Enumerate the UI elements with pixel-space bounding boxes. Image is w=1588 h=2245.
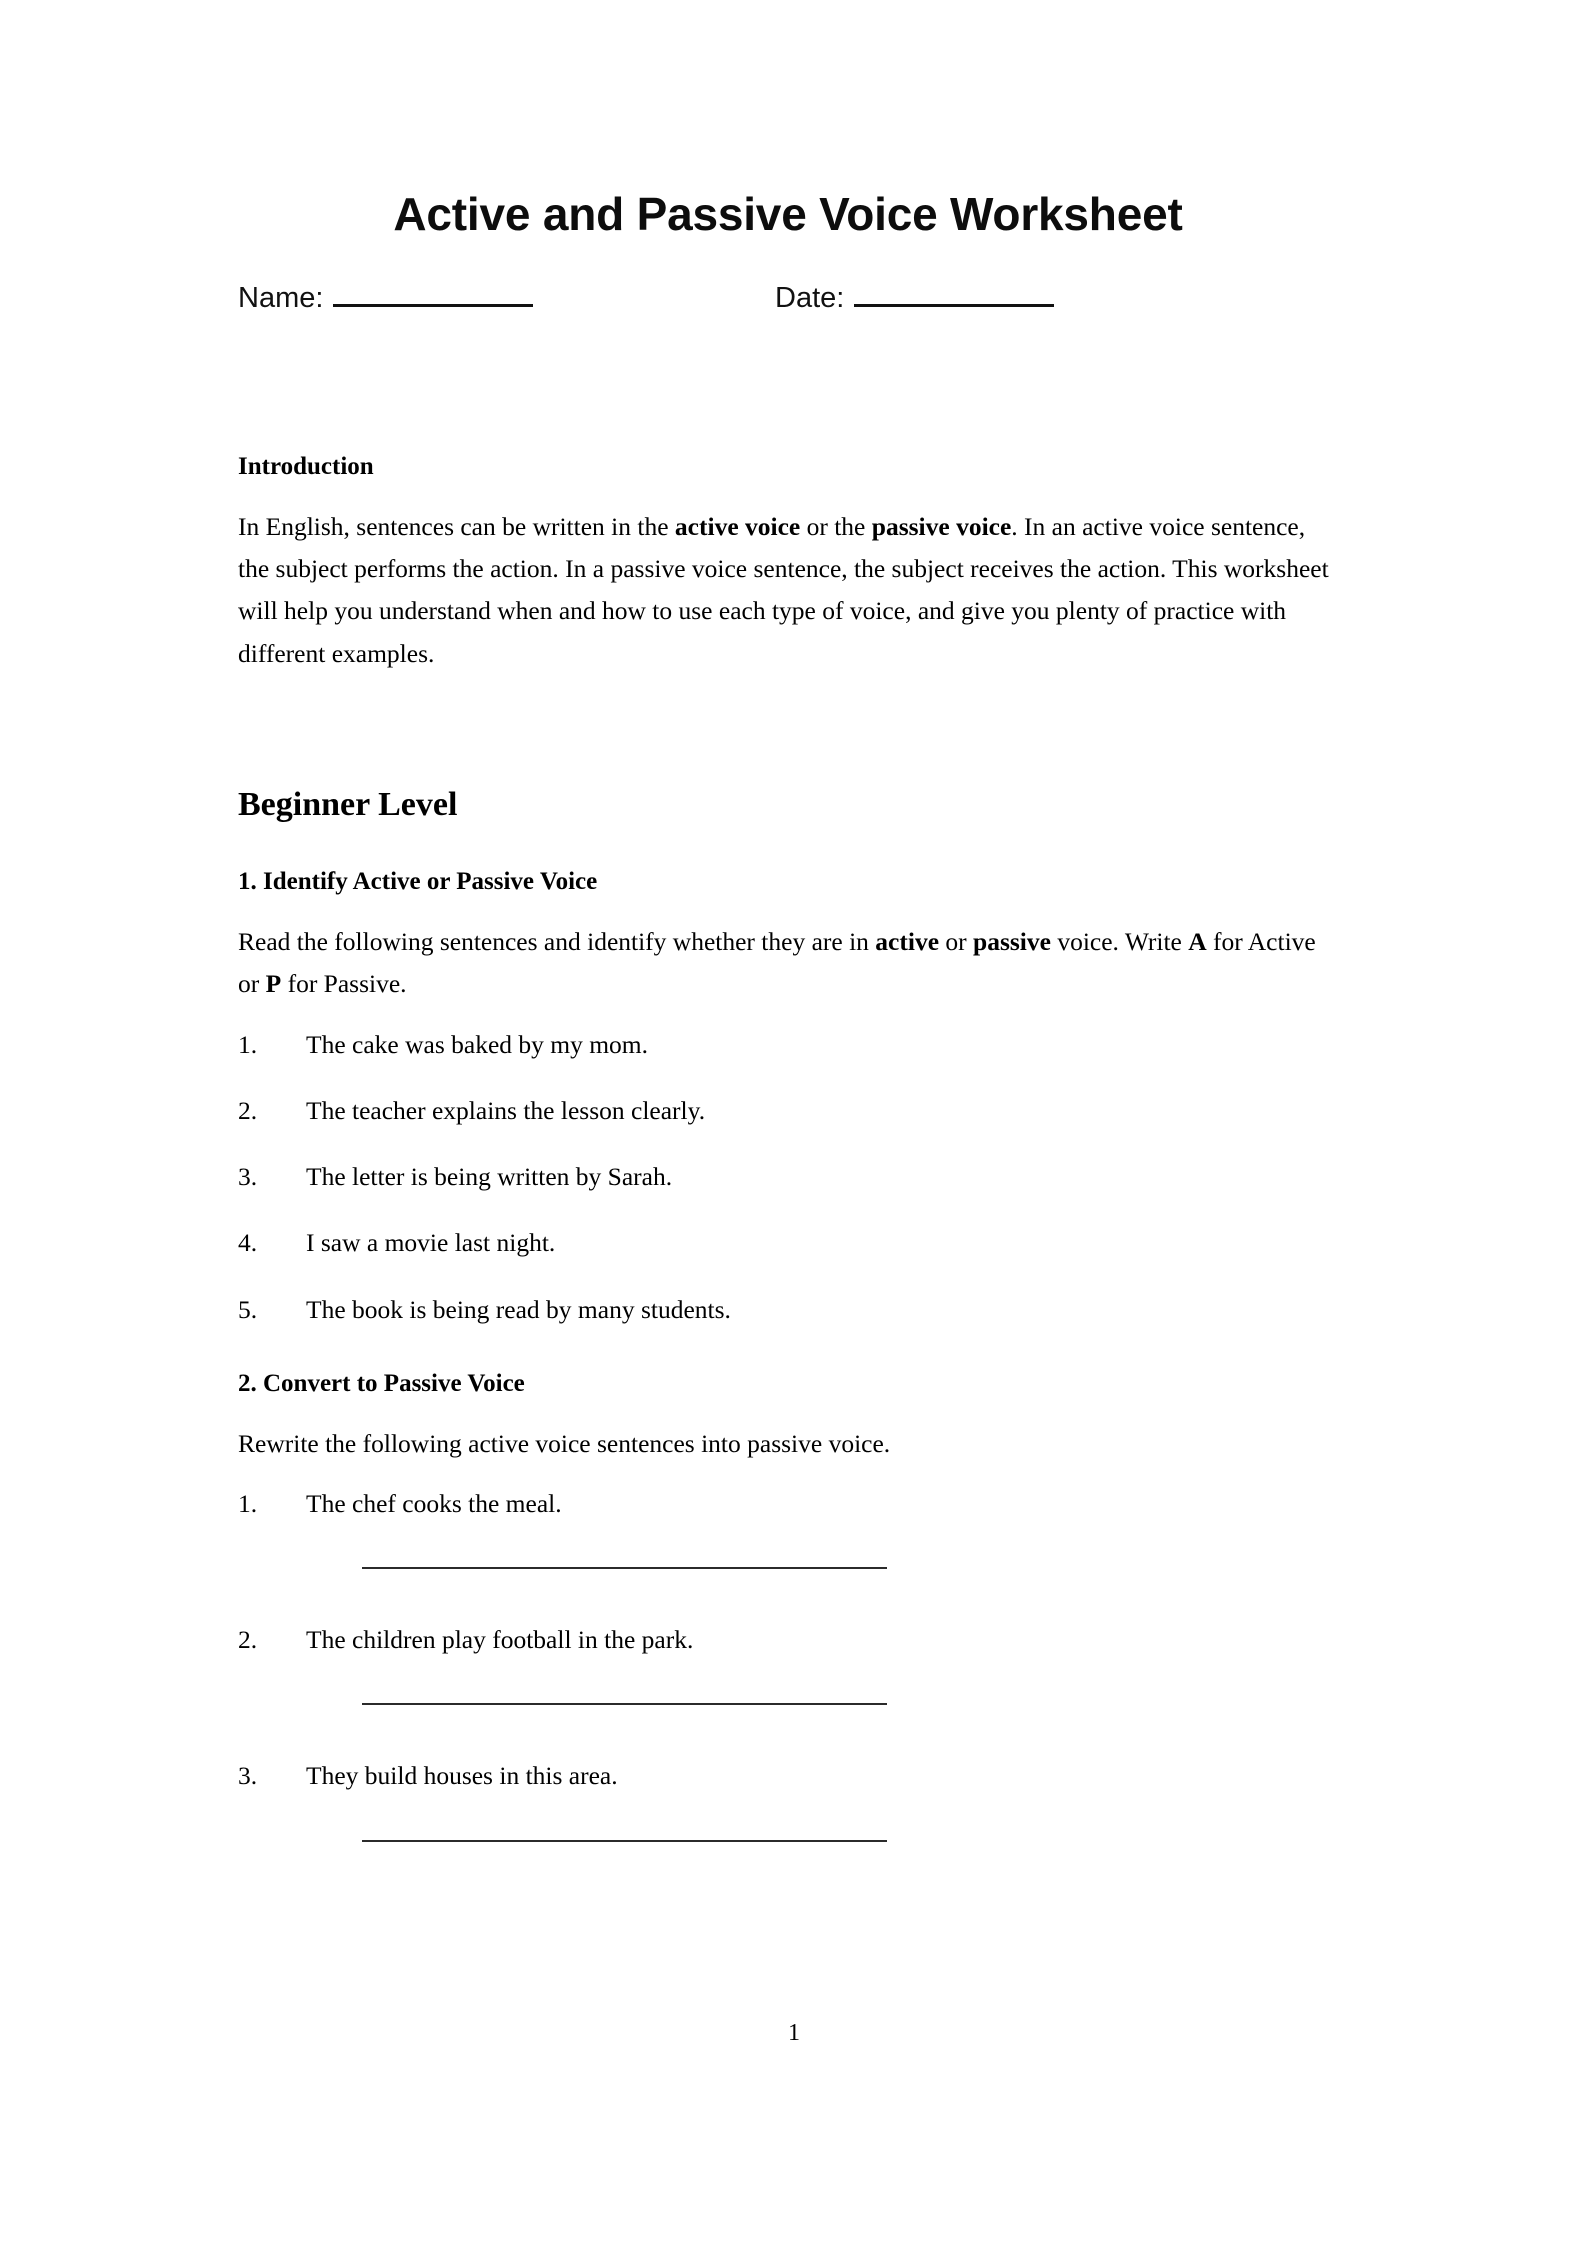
list-item — [238, 1092, 1338, 1130]
page-title: Active and Passive Voice Worksheet — [393, 188, 1183, 240]
name-label: Name: — [238, 281, 324, 314]
list-item-number: 1. — [238, 1488, 258, 1518]
list-item — [238, 1485, 1338, 1569]
ex1-instr-3: voice. Write — [1050, 926, 1189, 956]
list-item — [238, 1291, 1338, 1329]
ex1-instr-4: for Active or — [238, 926, 1316, 999]
answer-blank-line[interactable] — [362, 1565, 887, 1569]
list-item-text: The book is being read by many students. — [306, 1294, 731, 1324]
ex1-bold-p: P — [265, 969, 282, 999]
exercise-2-instruction: Rewrite the following active voice sentences into passive voice. — [238, 1428, 891, 1458]
list-item-text: The letter is being written by Sarah. — [306, 1162, 673, 1192]
list-item-text: The chef cooks the meal. — [306, 1488, 562, 1518]
list-item-number: 3. — [238, 1162, 258, 1192]
date-input-blank[interactable] — [854, 281, 1054, 307]
intro-text-2: or the — [800, 511, 872, 541]
list-item-number: 3. — [238, 1761, 258, 1791]
ex1-instr-1: Read the following sentences and identify whether they are in — [238, 926, 876, 956]
answer-blank-line[interactable] — [362, 1838, 887, 1842]
exercise-2-heading: 2. Convert to Passive Voice — [238, 1369, 525, 1397]
beginner-level-heading: Beginner Level — [238, 785, 458, 823]
name-input-blank[interactable] — [333, 281, 533, 307]
student-info-row — [238, 281, 1338, 335]
ex1-instr-5: for Passive. — [281, 969, 407, 999]
list-item — [238, 1757, 1338, 1841]
date-label: Date: — [775, 281, 845, 314]
list-item — [238, 1621, 1338, 1705]
list-item-number: 1. — [238, 1029, 258, 1059]
name-field-group — [238, 281, 533, 315]
list-item — [238, 1158, 1338, 1196]
list-item-text: I saw a movie last night. — [306, 1228, 556, 1258]
intro-bold-active-voice: active voice — [674, 511, 801, 541]
content-column — [238, 0, 1338, 1842]
exercise-1-heading: 1. Identify Active or Passive Voice — [238, 868, 598, 896]
ex1-bold-active: active — [875, 926, 940, 956]
exercise-1-question-list — [238, 1026, 1338, 1329]
intro-bold-passive-voice: passive voice — [871, 511, 1012, 541]
list-item-number: 2. — [238, 1625, 258, 1655]
intro-text-1: In English, sentences can be written in the — [238, 511, 675, 541]
introduction-heading: Introduction — [238, 452, 374, 480]
list-item-text: The teacher explains the lesson clearly. — [306, 1095, 706, 1125]
list-item-number: 2. — [238, 1095, 258, 1125]
exercise-1-instruction — [238, 921, 1338, 1006]
list-item-text: The children play football in the park. — [306, 1625, 694, 1655]
date-field-group — [775, 281, 1054, 315]
intro-text-3: . In an active voice sentence, the subject performs the action. In a passive voice sentence, the subject receives the action. This worksheet will help you understand when and how to use each type of voice, and give you plenty of practice with different examples. — [238, 511, 1329, 668]
list-item — [238, 1026, 1338, 1064]
page-number-footer: 1 — [788, 2020, 800, 2046]
list-item-number: 5. — [238, 1294, 258, 1324]
ex1-bold-a: A — [1188, 926, 1207, 956]
list-item — [238, 1224, 1338, 1262]
answer-blank-line[interactable] — [362, 1701, 887, 1705]
ex1-bold-passive: passive — [973, 926, 1051, 956]
introduction-paragraph — [238, 506, 1338, 675]
ex1-instr-2: or — [939, 926, 974, 956]
list-item-text: The cake was baked by my mom. — [306, 1029, 649, 1059]
exercise-2-question-list — [238, 1485, 1338, 1842]
list-item-text: They build houses in this area. — [306, 1761, 618, 1791]
list-item-number: 4. — [238, 1228, 258, 1258]
